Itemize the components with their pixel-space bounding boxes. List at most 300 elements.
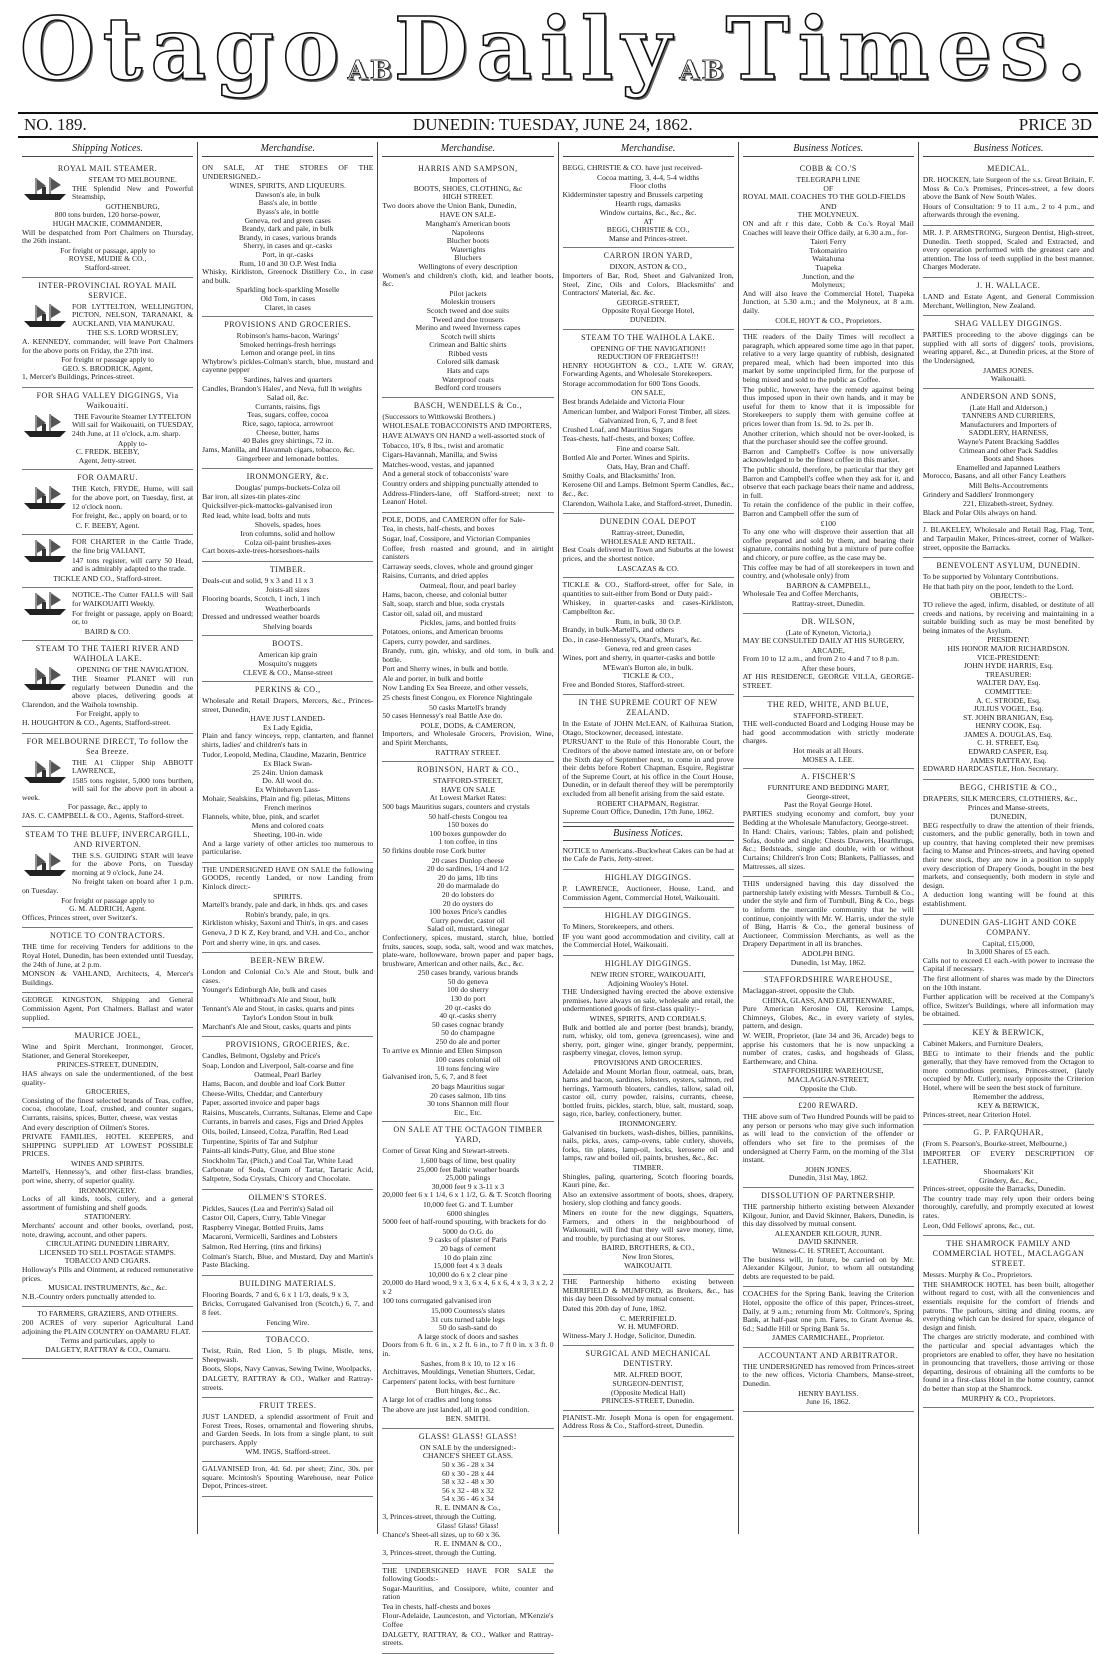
ad-line: JAMES RATTRAY, Esq. (970, 755, 1047, 765)
ad-line: Now Landing Ex Sea Breeze, and other vessels, (382, 683, 529, 693)
ad-line: Rice, sago, tapioca, arrowroot (242, 419, 334, 429)
ad-title: PERKINS & CO., (254, 685, 321, 695)
ad-line: KEY & BERWICK, (977, 1101, 1040, 1111)
ad-line: Tea, in chests, half-chests, and boxes (382, 524, 495, 534)
advertisement (22, 388, 193, 471)
ship-icon (22, 176, 68, 202)
ad-line: JAS. C. CAMPBELL & CO., Agents, Stafford-street. (22, 811, 185, 821)
ad-line: Oils, boiled, Linseed, Colza, Paraffin, Red Lead (202, 1127, 349, 1137)
ad-line: Mens and colored coats (251, 821, 324, 831)
ad-line: 40 qr.-casks sherry (439, 1011, 497, 1021)
ad-line: Potatoes, onions, and American brooms (382, 626, 503, 636)
ad-line: DALGETY, RATTRAY, & CO., Walker and Rattray-streets. (382, 1629, 554, 1648)
ad-line: H. HOUGHTON & CO., Agents, Stafford-street. (22, 717, 171, 727)
ad-line: 1,600 bags of lime, best quality (420, 1155, 516, 1165)
advertisement (563, 330, 734, 515)
ad-line: Colored silk damask (436, 357, 500, 367)
ad-line: WINES, SPIRITS, AND LIQUEURS. (229, 181, 346, 191)
ad-line: The business will, in future, be carried on by Mr. Alexander Kilgour, Junior, to whom all outstanding debts are requested to be paid. (742, 1254, 914, 1281)
ad-line: LAND and Estate Agent, and General Commission Merchant, Wellington, New Zealand. (922, 291, 1095, 310)
advertisement (743, 1287, 914, 1348)
ad-line: IMPORTER OF EVERY DESCRIPTION OF LEATHER, (922, 1148, 1095, 1167)
column-5 (738, 142, 918, 1534)
ad-line: Offices, Princes street, over Switzer's. (22, 912, 138, 922)
ad-line: Hats and caps (446, 366, 490, 376)
advertisement (22, 827, 193, 929)
ad-line: Etc., Etc. (454, 1107, 482, 1117)
ad-line: Junction, and the (802, 271, 855, 281)
ad-line: For freight, &c., apply on board, or to (72, 511, 187, 521)
ad-title: HIGHLAY DIGGINGS. (604, 911, 692, 921)
ad-line: Adjoining Wooley's Hotel. (607, 978, 689, 988)
ad-line: Old Tom, in cases (260, 293, 316, 303)
advertisement (202, 1332, 373, 1398)
ad-line: TO relieve the aged, infirm, disabled, or destitute of all creeds and nations, by receiving and maintaining in a suitable building such as may be most benefited by being inmates of the Asylum. (922, 599, 1095, 635)
ad-line: For freight or passage apply to (61, 895, 155, 905)
ad-line: HIGH STREET. (442, 192, 493, 202)
ad-line: Chance's Sheet-all sizes, up to 60 x 36. (382, 1529, 501, 1539)
ad-line: Geneva, J D K Z, Key brand, and V.H. and Co., anchor (202, 927, 370, 937)
ad-line: BEG to intimate to their friends and the public generally, that they have removed from the Octagon to more commodious premises, Princes-street, (lately occupied by Mr. Cutler), nearly opposite the Criterion Hotel, where will be seen the best stock of furniture. (922, 1048, 1095, 1092)
ad-line: PRIVATE FAMILIES, HOTEL KEEPERS, and SHIPPING SUPPLIED AT LOWEST POSSIBLE PRICES. (22, 1132, 194, 1159)
ad-line: Tuapeka (815, 262, 842, 272)
ad-line: STAFFORD-STREET. (793, 710, 864, 720)
advertisement (382, 762, 553, 1122)
ship-icon (22, 303, 68, 329)
ad-line: Waikouaiti. (990, 374, 1026, 384)
ad-line: Best Coals delivered in Town and Suburbs at the lowest prices, and the shortest notice. (562, 545, 734, 563)
ad-line: Claret, in cases (264, 302, 311, 312)
ad-title: G. P. FARQUHAR, (973, 1128, 1044, 1138)
dateline (18, 112, 1098, 138)
ad-line: (Late Hall and Alderson,) (969, 402, 1048, 412)
ad-line: Soap, London and Liverpool, Salt-coarse and fine (202, 1060, 354, 1070)
ad-line: JULIUS VOGEL, Esq. (973, 704, 1044, 714)
advertisement (22, 928, 193, 993)
ad-line: Candles, Brandon's Hales', and Neva, full lb weights (202, 383, 362, 393)
ad-line: 25,000 palings (445, 1173, 491, 1183)
ad-line: 3, Princes-street, through the Cutting. (382, 1511, 497, 1521)
ad-line: Dunedin, 31st May, 1862. (788, 1173, 868, 1183)
ad-line: R. E. INMAN & CO., (434, 1539, 502, 1549)
ad-line: R. E. INMAN & Co., (435, 1502, 501, 1512)
ad-line: JOHN JONES. (805, 1164, 852, 1174)
ad-line: To be supported by Voluntary Contributions. (922, 572, 1059, 582)
ad-title: NOTICE TO CONTRACTORS. (49, 931, 166, 941)
advertisement (563, 695, 734, 823)
ad-line: Sugar, loaf, Cossipore, and Victorian Companies (382, 533, 531, 543)
ad-title: TOBACCO. (265, 1335, 310, 1345)
advertisement (382, 161, 553, 398)
ad-line: TICKLE AND CO., Stafford-street. (53, 573, 162, 583)
ad-title: CARRON IRON YARD, (603, 251, 693, 261)
ad-line: THE readers of the Daily Times will recollect a paragraph, which appeared some time ago in that paper, relative to a very large quantity of rubbish, designated prepared meal, which had been imported into this market by some unprincipled firm, for the purpose of being mixed and sold to the public as Coffee. (742, 332, 914, 385)
ad-line: ST. JOHN BRANIGAN, Esq. (963, 712, 1054, 722)
ship-icon (22, 413, 68, 439)
ad-line: 56 x 32 - 48 x 32 (441, 1485, 494, 1495)
ad-line: PRINCES-STREET, DUNEDIN, (56, 1060, 159, 1070)
ad-line: Raisins, Muscatels, Currants, Sultanas, Eleme and Cape (202, 1107, 373, 1117)
advertisement (202, 562, 373, 637)
ad-line: 10 tons fencing wire (436, 1063, 500, 1073)
ad-line: PURSUANT to the Rule of this Honorable Court, the Creditors of the above named intestate are, on or before the Sixth day of September next, to come in and prove their debts before Robert Chapman, Esquire, Registrar of the Supreme Court, at his office in the Court House, Dunedin, or in default thereof they will be peremptorily excluded from all benefit arising from the said estate. (562, 737, 734, 799)
column-2 (197, 142, 377, 1534)
ad-line: FURNITURE AND BEDDING MART, (767, 783, 889, 793)
ad-line: ALEXANDER KILGOUR, JUNR. (774, 1228, 882, 1238)
ad-line: Dated this 20th day of June, 1862. (562, 1303, 667, 1313)
ad-line: Lemon and orange peel, in tins (240, 348, 335, 358)
ad-line: STAFFORD-STREET, (432, 776, 503, 786)
ad-line: Ex Black Swan- (263, 759, 313, 769)
ad-line: Moleskin trousers (440, 297, 496, 307)
ad-line: Castor oil, salad oil, and mustard (382, 608, 483, 618)
ad-line: Shovels, spades, hoes (254, 520, 321, 530)
ad-line: 25 chests finest Congou, ex Florence Nightingale (382, 693, 533, 703)
ad-line: Whitbread's Ale and Stout, bulk (239, 994, 337, 1004)
ad-line: Iron columns, solid and hollow (240, 528, 336, 538)
ad-line: Flannels, white, blue, pink, and scarlet (202, 811, 320, 821)
advertisement (743, 1348, 914, 1412)
column-3 (377, 142, 557, 1648)
ad-line: George-street, (806, 791, 850, 801)
ad-line: In 3,000 Shares of £5 each. (967, 947, 1050, 957)
ad-line: N.B.-Country orders punctually attended to. (22, 1291, 156, 1301)
ad-line: MR. J. P. ARMSTRONG, Surgeon Dentist, High-street, Dunedin. Teeth stopped, Scaled and Extracted, and every operation performed with the greatest care and attention. The loss of teeth supplied in the best manner. Charges Moderate. (922, 227, 1095, 272)
ad-line: OBJECTS:- (990, 591, 1027, 601)
ad-line: Ribbed vests (448, 348, 488, 358)
ad-line: June 16, 1862. (806, 1397, 851, 1407)
ad-title: ROYAL MAIL STEAMER. (57, 164, 158, 173)
advertisement (22, 535, 193, 588)
ad-line: 20,000 do Hard wood, 9 x 3, 6 x 4, 6 x 6, 4 x 3, 3 x 2, 2 x 2 (382, 1278, 554, 1296)
ad-line: He that hath pity on the poor, lendeth to the Lord. (922, 581, 1074, 591)
ad-title: HARRIS AND SAMPSON, (418, 164, 518, 173)
ad-line: Address-Flinders-lane, off Stafford-street; next to Leanon' Hotel. (382, 488, 554, 507)
ad-line: FOR CHARTER in the Cattle Trade, the fine brig VALIANT, (72, 537, 194, 555)
advertisement (923, 389, 1094, 524)
ad-line: Hams, Bacon, and double and loaf Cork Butter (202, 1079, 345, 1089)
ad-line: Free and Bonded Stores, Stafford-street. (562, 679, 685, 689)
ad-line: THE Undersigned having erected the above extensive premises, have always on sale, wholesale and retail, the undermentioned goods of first-class quality:- (562, 987, 734, 1014)
ad-line: Tokomairiro (809, 245, 848, 255)
ad-line: OPENING OF THE NAVIGATION!! (590, 343, 706, 353)
ad-title: FRUIT TREES. (259, 1401, 317, 1411)
ad-title: GLASS! GLASS! GLASS! (418, 1431, 517, 1441)
ad-line: Curry powder, castor oil (430, 915, 505, 925)
ad-line: After these hours, (801, 663, 856, 673)
ad-line: Pure American Kerosine Oil, Kerosine Lamps, Chimneys, Globes, &c., in every variety of styles, pattern, and design. (742, 1004, 914, 1031)
ad-title: BENEVOLENT ASYLUM, DUNEDIN. (936, 561, 1081, 571)
advertisement (563, 956, 734, 1275)
ad-line: Will be despatched from Port Chalmers on Thursday, the 26th instant. (22, 227, 194, 246)
ad-line: And a general stock of tobacconists' ware (382, 469, 509, 479)
ad-line: Storage accommodation for 600 Tons Goods. (562, 378, 701, 388)
advertisement (923, 1025, 1094, 1125)
ad-line: Salad oil, &c. (266, 393, 309, 403)
ad-line: (Opposite Medical Hall) (610, 1387, 686, 1397)
ad-line: Taieri Ferry (810, 237, 847, 247)
ad-line: Witness-Mary J. Hodge, Solicitor, Dunedin. (562, 1330, 697, 1340)
ad-line: Manufacturers and Importers of (960, 419, 1057, 429)
newspaper-title (0, 0, 1114, 121)
ad-line: 50 x 36 - 28 x 34 (441, 1459, 494, 1469)
ad-line: For freight or passage, apply to (60, 245, 156, 255)
ad-line: 10,000 do 6 x 2 clear pine (428, 1269, 508, 1279)
ad-line: £100 (820, 518, 836, 528)
ad-line: Martell's, Hennessy's, and other first-class brandies, port wine, sherry, of superior quality. (22, 1167, 194, 1186)
ad-line: French merinos (264, 803, 312, 813)
ad-line: BEG respectfully to draw the attention of their friends, customers, and the public generally, both in town and up country, that having completed their new premises facing to Manse and Princes-streets, and having opened their new stock, they are now in a position to supply every description of Drapery Goods, bought in the best markets, and consequently, both modern in style and design. (922, 820, 1095, 890)
ad-title: PROVISIONS AND GROCERIES. (224, 320, 352, 330)
ad-line: THE S.S. LORD WORSLEY, (87, 328, 179, 338)
ad-line: 9 casks of plaster of Paris (429, 1235, 507, 1245)
ad-title: BUILDING MATERIALS. (239, 1278, 337, 1288)
ad-line: For freight or passage, apply on Board; or, to (72, 608, 194, 627)
ad-line: 20 cases Dunlop cheese (431, 855, 505, 865)
ad-line: Rattray-street, Dunedin, (611, 528, 685, 538)
ad-line: Tennant's Ale and Stout, in casks, quarts and pints (202, 1003, 355, 1013)
ad-line: Capers, curry powder, and sardines. (382, 636, 492, 646)
ad-line: 50 half-chests Congou tea (428, 811, 508, 821)
ad-title: FOR SHAG VALLEY DIGGINGS, Via Waikouaiti. (36, 390, 179, 410)
ad-line: Crushed Loaf, and Mauritius Sugars (562, 424, 673, 434)
ad-line: The public, however, have the remedy against being thus imposed upon in their own hands, and it may be useful for them to know that it is impossible for Storekeepers to supply them with genuine coffee at prices lower than from 1s. 9d. to 2s. per lb. (742, 384, 914, 429)
ad-line: 500 bags Mauritius sugars, counters and crystals (382, 802, 530, 811)
ad-title: TIMBER. (269, 564, 306, 574)
ad-line: To any one who will disprove their assertion that all coffee prepared and sold by them, and bearing their signature, contains nothing but a mixture of pure coffee and chicory, or pure coffee, as the case may be. (742, 527, 914, 562)
ad-line: Whisky, Kirkliston, Greenock Distillery Co., in case and bulk. (202, 267, 374, 285)
ad-line: Wayne's Patent Bracking Saddles (957, 437, 1060, 447)
ad-line: STEAM TO MELBOURNE. (88, 175, 177, 184)
ad-line: REDUCTION OF FREIGHTS!!! (597, 352, 699, 362)
ad-line: Flour-Adelaide, Launceston, and Victorian, M'Kenzie's Coffee (382, 1611, 554, 1630)
ad-line: Whiskey, in quarter-casks and cases-Kirkliston, Campbellton &c. (562, 598, 734, 616)
ad-line: Macaroni, Vermicelli, Sardines and Lobsters (202, 1232, 338, 1242)
ad-line: POLE, DODS, & CAMERON, (420, 720, 516, 730)
ad-line: Importers of Bar, Rod, Sheet and Galvanized Iron, Steel, Zinc, Oils and Colors, Blacksmiths' and Contractors' Material, &c. &c. (562, 270, 734, 298)
ad-line: The above are just landed, all in good condition. (382, 1404, 530, 1414)
ad-line: The country trade may rely upon their orders being thoroughly, carefully, and promptly executed at lowest rates. (922, 1193, 1095, 1220)
ad-line: 30 tons Shannon mill flour (427, 1099, 509, 1109)
ad-line: LICENSED TO SELL POSTAGE STAMPS. (39, 1247, 176, 1257)
ad-line: 1 ton coffee, in tins (438, 837, 498, 847)
ad-line: Floor cloths (629, 181, 667, 191)
ad-line: ROBERT CHAPMAN, Registrar. (596, 798, 700, 808)
ad-title: FOR OAMARU. (77, 473, 138, 483)
advertisement (22, 993, 193, 1028)
ad-line: American lumber, and Walpori Forest Timber, all sizes. (562, 406, 731, 416)
advertisement (382, 1564, 553, 1654)
ad-line: THE partnership hitherto existing between Alexander Kilgour, Junior, and David Skinner, Bakers, Dunedin, is this day dissolved by mutual consent. (742, 1201, 914, 1229)
ad-line: Pickles, Sauces (Lea and Perrin's) Salad oil (202, 1203, 334, 1213)
column-heading: Merchandise. (563, 142, 734, 157)
ad-title: SHAG VALLEY DIGGINGS. (954, 319, 1063, 329)
ad-line: Teas, sugars, coffee, cocoa (247, 410, 329, 420)
ad-line: Cigars-Havannah, Manilla, and Swiss (382, 450, 498, 460)
ad-line: Morocco, Basans, and all other Fancy Leathers (922, 471, 1066, 481)
ad-title: SURGICAL AND MECHANICAL DENTISTRY. (585, 1349, 711, 1369)
ad-line: Kidderminster tapestry and Brussels carpeting (562, 189, 703, 199)
ad-line: Marchant's Ale and Stout, casks, quarts and pints (202, 1021, 351, 1031)
ad-line: HAS always on sale the undermentioned, of the best quality- (22, 1068, 194, 1087)
ad-line: BEGG, CHRISTIE & CO. have just received- (562, 163, 703, 172)
ad-line: STATIONERY. (84, 1212, 131, 1222)
ad-line: WM. INGS, Stafford-street. (245, 1447, 331, 1457)
ad-line: P. LAWRENCE, Auctioneer, House, Land, and Commission Agent, Commercial Hotel, Waikouaiti. (562, 884, 734, 902)
ad-line: Brandy, rum, gin, whisky, and old tom, in bulk and bottle. (382, 646, 554, 664)
advertisement (743, 161, 914, 330)
ad-line: LASCAZAS & CO. (617, 563, 679, 573)
ad-line: PRINCES-STREET, Dunedin. (601, 1396, 695, 1406)
ad-line: Ex Lady Egidia, (262, 722, 313, 732)
ad-title: ANDERSON AND SONS, (960, 391, 1057, 401)
ad-title: HIGHLAY DIGGINGS. (604, 958, 692, 968)
ad-line: Carraway seeds, cloves, whole and ground ginger (382, 561, 534, 571)
ad-line: Sherry, in cases and qr.-casks (243, 241, 333, 251)
ad-line: DALGETY, RATTRAY & CO., Walker and Rattray-streets. (202, 1373, 374, 1392)
ad-line: AND (820, 201, 837, 211)
ad-title: BASCH, WENDELLS & Co., (413, 400, 523, 410)
ad-line: Apply to- (117, 438, 148, 448)
ad-line: TANNERS AND CURRIERS, (961, 411, 1056, 421)
ad-line: Wines, port and sherry, in quarter-casks and bottle (562, 652, 715, 662)
column-1 (18, 142, 197, 1534)
ad-line: Jams, Manilla, and Havannah cigars, tobacco, &c. (202, 444, 355, 454)
ad-title: STAFFORDSHIRE WAREHOUSE, (763, 975, 893, 985)
ad-line: Cheese, butter, hams (256, 427, 320, 437)
title-word-otago: Otago (19, 0, 348, 100)
ad-line: And a large variety of other articles too numerous to particularise. (202, 838, 374, 857)
ad-line: Taylor's London Stout in bulk (242, 1013, 334, 1023)
ad-line: POLE, DODS, and CAMERON offer for Sale- (382, 514, 526, 524)
ad-line: GEORGE-STREET, (616, 297, 680, 307)
ship-icon (22, 591, 68, 617)
ad-line: COMMITTEE: (984, 686, 1033, 696)
ad-line: MOSES A. LEE. (802, 754, 855, 764)
ad-line: 50 casks Martell's brandy (429, 702, 507, 712)
ad-line: DALGETY, RATTRAY & CO., Oamaru. (45, 1344, 171, 1354)
ad-line: THE S.S. GUIDING STAR will leave for the above Ports, on Tuesday morning at 9 o'clock, June 24. (72, 850, 194, 877)
ad-line: Enamelled and Japanned Leathers (956, 462, 1061, 472)
ad-line: Twist, Ruin, Red Lion, 5 lb plugs, Mistle, tens, Sheepwash. (202, 1346, 374, 1364)
ad-line: Fencing Wire. (266, 1317, 310, 1327)
ad-line: 100 tons corrugated galvanised iron (382, 1296, 492, 1306)
ad-line: 20 do oysters do (442, 898, 493, 908)
ad-line: JUST LANDED, a splendid assortment of Fruit and Forest Trees, Roses, ornamental and flowering shrubs, and Garden Seeds. In lots from a single plant, to suit purchasers. Apply (202, 1412, 374, 1447)
ad-line: DUNEDIN. (629, 314, 667, 324)
ad-line: HAVE JUST LANDED- (250, 714, 326, 724)
ad-line: Witness-C. H. STREET, Accountant. (772, 1245, 885, 1255)
ad-title: £200 REWARD. (798, 1101, 859, 1111)
advertisement (923, 780, 1094, 915)
ad-line: GEO. S. BRODRICK, Agent, (62, 363, 153, 373)
ad-line: JAMES A. DOUGLAS, Esq. (964, 729, 1053, 739)
ad-line: Hams, bacon, cheese, and colonial butter (382, 589, 507, 599)
ad-line: PRESIDENT: (987, 635, 1030, 645)
ad-line: Waitahuna (812, 254, 845, 264)
ad-line: Candles, Belmont, Ogsleby and Price's (202, 1051, 321, 1061)
ab-mark-2: AB (679, 56, 726, 86)
ad-line: Weatherboards (265, 603, 311, 613)
ad-line: Gingerbeer and lemonade bottles. (236, 454, 339, 464)
ad-line: Princes and Manse-streets, (967, 803, 1050, 813)
ad-line: 20 bags of cement (440, 1243, 496, 1253)
ad-line: Galvanised iron, 5, 6, 7, and 8 feet (382, 1072, 488, 1082)
ad-line: 40 Bales grey shirtings, 72 in. (242, 436, 334, 446)
ad-title: FOR MELBOURNE DIRECT, To follow the Sea Breeze. (26, 736, 189, 756)
ad-line: Port and sherry wine, in qrs. and cases. (202, 937, 321, 947)
ad-line: Terms and particulars, apply to (60, 1336, 155, 1346)
ad-line: Remember the address, (972, 1092, 1044, 1102)
ad-line: THE Ketch, FRYDE, Hume, will sail for the above port, on Tuesday, first, at 12 o'clock noon. (72, 484, 194, 511)
column-6 (918, 142, 1098, 1534)
ad-line: Women's and children's cloth, kid, and leather boots, &c. (382, 270, 554, 289)
ad-line: Oats, Hay, Bran and Chaff. (606, 462, 690, 472)
ad-line: Waterproof coats (441, 374, 494, 384)
ad-line: 250 cases brandy, various brands (417, 968, 518, 978)
ad-line: Crimean and other Pack Saddles (959, 445, 1058, 455)
advertisement (923, 278, 1094, 316)
ad-line: Rum, 10 and 30 O.P. West India (239, 258, 337, 268)
ad-line: THE Splendid New and Powerful Steamship, (72, 183, 194, 202)
ad-line: 20 qr.-casks do (445, 1002, 491, 1012)
ad-line: Colman's Starch, Blue, and Mustard, Day and Martin's Paste Blacking. (202, 1251, 374, 1270)
ad-line: 1, Mercer's Buildings, Princes-street. (22, 372, 135, 382)
ad-line: WHOLESALE TOBACCONISTS AND IMPORTERS, (382, 421, 552, 431)
ad-line: Rattray-street, Dunedin. (791, 598, 865, 608)
ad-line: Dunedin, 1st May, 1862. (790, 957, 866, 967)
ad-line: Maclaggan-street, opposite the Club. (742, 986, 855, 996)
ship-icon (22, 666, 68, 692)
ad-line: 20 do jams, 1lb tins (438, 872, 498, 882)
ad-line: Capital, £15,000, (982, 938, 1035, 948)
ad-line: ON and aft r this date, Cobb & Co.'s Royal Mail Coaches will leave their Office daily, at 6.30 a.m., for- (742, 218, 914, 237)
ad-title: STEAM TO THE BLUFF, INVERCARGILL, AND RIVERTON. (25, 829, 190, 849)
ship-icon (22, 852, 68, 878)
advertisement (22, 1307, 193, 1359)
ad-line: 25,000 feet Baltic weather boards (416, 1164, 520, 1174)
ad-line: MURPHY & CO., Proprietors. (961, 1393, 1056, 1403)
ad-line: Watertights (450, 244, 486, 254)
ad-line: Cabinet Makers, and Furniture Dealers, (922, 1038, 1044, 1048)
ad-line: RATTRAY STREET. (435, 747, 501, 757)
ad-line: CHINA, GLASS, AND EARTHENWARE, (762, 995, 895, 1005)
ad-line: Sashes, from 8 x 10, to 12 x 16 (420, 1358, 516, 1368)
ad-line: Butt hinges, &c., &c. (435, 1386, 501, 1396)
ad-line: Scotch tweed and doe suits (426, 305, 510, 315)
ad-line: Port, in qr.-casks (262, 249, 314, 259)
ad-title: IRONMONGERY, &c. (246, 472, 329, 481)
ad-line: Bass's ale, in bottle (258, 198, 317, 208)
ad-line: 54 x 36 - 46 x 34 (441, 1494, 494, 1504)
ad-line: WINES, SPIRITS, AND CORDIALS. (589, 1013, 707, 1023)
ad-line: GROCERIES, (85, 1087, 130, 1097)
advertisement (923, 161, 1094, 226)
ad-line: HAVE ALWAYS ON HAND a well-assorted stock of (382, 431, 545, 441)
ad-line: Bar iron, all sizes-tin plates-zinc (202, 491, 301, 501)
ad-line: BOOTS, SHOES, CLOTHING, &c (413, 183, 523, 193)
ad-line: (Successors to Wittkowski Brothers.) (382, 411, 496, 421)
ad-line: Flooring boards, Scotch, 1 inch, 1 inch (202, 593, 321, 603)
ad-line: 6000 shingles (446, 1208, 489, 1218)
ad-line: SURGEON-DENTIST, (612, 1378, 684, 1388)
ad-line: 1585 tons register, 5,000 tons burthen, will sail for the above port in about a week. (22, 775, 194, 802)
ad-line: London and Colonial Co.'s Ale and Stout, bulk and cases. (202, 967, 374, 985)
ad-line: Red lead, white lead, bolts and nuts (202, 510, 311, 520)
ad-line: American kip grain (258, 650, 318, 660)
ad-line: Salmon, Red Herring, (tins and firkins) (202, 1241, 322, 1251)
ad-line: W. WEIR, Proprietor, (late 34 and 36, Arcade) begs to apprise his customers that he is now unpacking a number of crates, casks, and hogsheads of Glass, Earthenware, and China. (742, 1031, 914, 1066)
